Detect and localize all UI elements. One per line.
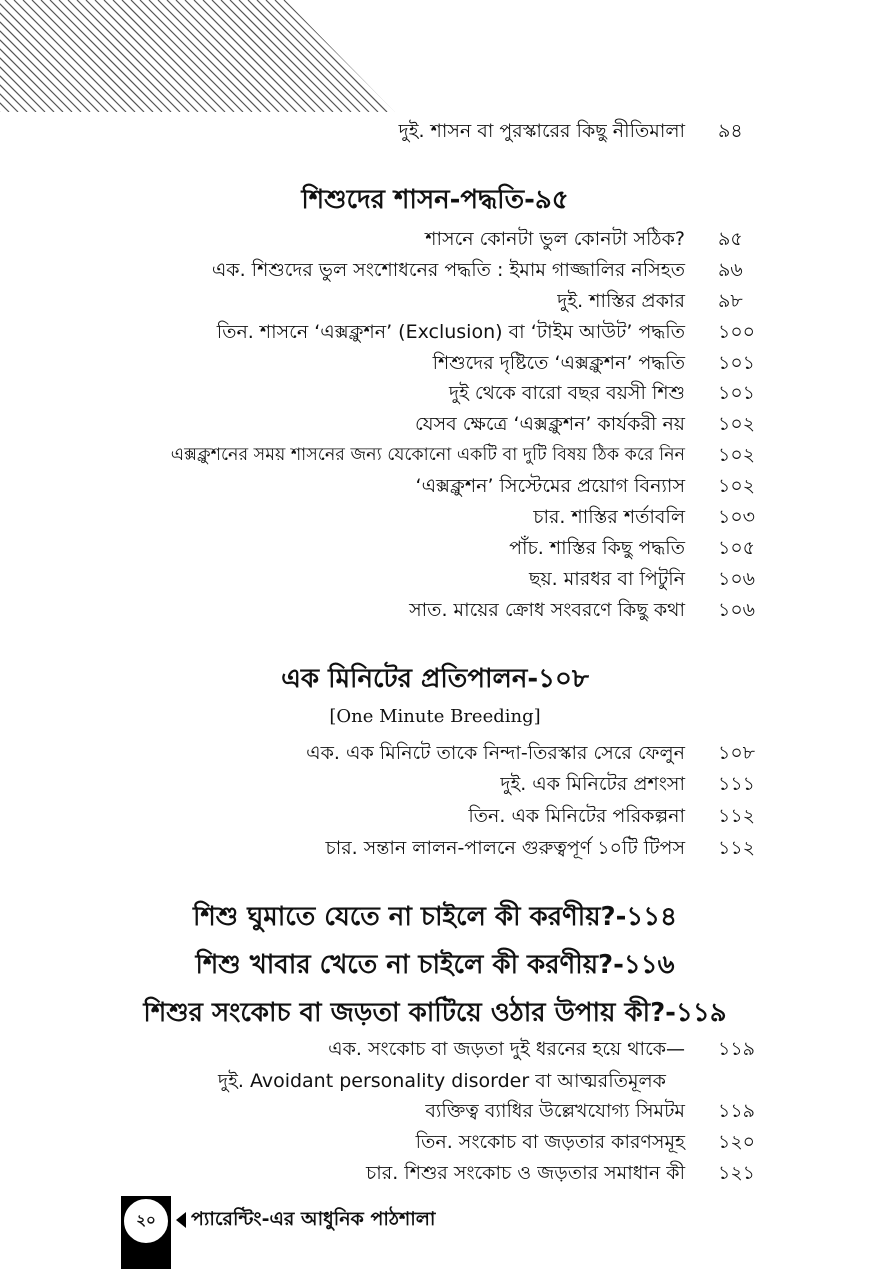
- entry-title: সাত. মায়ের ক্রোধ সংবরণে কিছু কথা: [409, 599, 685, 621]
- entry-title: যেসব ক্ষেত্রে ‘এক্সক্লুশন’ কার্যকরী নয়: [414, 413, 685, 435]
- page-number: ১০৩: [718, 506, 756, 528]
- page-number: ১১২: [718, 805, 756, 827]
- page-number: ১১৯: [718, 1038, 755, 1060]
- entry-title: শিশুদের দৃষ্টিতে ‘এক্সক্লুশন’ পদ্ধতি: [432, 352, 685, 374]
- page-number: ৯৪: [718, 120, 743, 142]
- page-number: ১০৮: [718, 742, 756, 764]
- entry-title: দুই থেকে বারো বছর বয়সী শিশু: [448, 382, 685, 404]
- entry-title: ছয়. মারধর বা পিটুনি: [528, 568, 685, 590]
- page-number: ১০২: [718, 444, 756, 466]
- entry-title: ব্যক্তিত্ব ব্যাধির উল্লেখযোগ্য সিমটম: [425, 1100, 685, 1122]
- section-heading: শিশুদের শাসন-পদ্ধতি-৯৫: [301, 185, 569, 215]
- entry-title: ‘এক্সক্লুশন’ সিস্টেমের প্রয়োগ বিন্যাস: [415, 475, 685, 497]
- entry-title: এক. শিশুদের ভুল সংশোধনের পদ্ধতি : ইমাম গাজ্জালির নসিহত: [211, 259, 685, 281]
- page-number: ১০১: [718, 352, 756, 374]
- entry-title: চার. সন্তান লালন-পালনে গুরুত্বপূর্ণ ১০টি টিপস: [325, 837, 685, 859]
- entry-title: চার. শিশুর সংকোচ ও জড়তার সমাধান কী: [366, 1162, 685, 1184]
- arrow-left-icon: [176, 1212, 186, 1228]
- page-number: ১১১: [718, 773, 755, 795]
- page-number: ১০১: [718, 382, 756, 404]
- section-subtitle: [One Minute Breeding]: [329, 706, 541, 727]
- entry-title: চার. শাস্তির শর্তাবলি: [533, 506, 685, 528]
- footer-page-number: ২০: [121, 1196, 171, 1246]
- page-number: ১১২: [718, 837, 756, 859]
- entry-title: তিন. শাসনে ‘এক্সক্লুশন’ (Exclusion) বা ‘টাইম আউট’ পদ্ধতি: [216, 321, 685, 343]
- page-number: ১১৯: [718, 1100, 755, 1122]
- page-number: ১২১: [718, 1162, 756, 1184]
- page-number: ১০৬: [718, 599, 756, 621]
- entry-title: শাসনে কোনটা ভুল কোনটা সঠিক?: [425, 228, 685, 250]
- entry-title: তিন. সংকোচ বা জড়তার কারণসমূহ: [415, 1131, 685, 1153]
- page-number: ১০৬: [718, 568, 756, 590]
- entry-title: দুই. এক মিনিটের প্রশংসা: [500, 773, 685, 795]
- entry-title: এক. সংকোচ বা জড়তা দুই ধরনের হয়ে থাকে—: [328, 1038, 685, 1060]
- entry-title: দুই. Avoidant personality disorder বা আত্মরতিমূলক: [218, 1070, 666, 1092]
- page-number: ৯৬: [718, 259, 743, 281]
- page-number: ৯৫: [718, 228, 743, 250]
- section-heading: শিশু খাবার খেতে না চাইলে কী করণীয়?-১১৬: [195, 950, 675, 980]
- footer-book-title: প্যারেন্টিং-এর আধুনিক পাঠশালা: [191, 1208, 436, 1230]
- entry-title: দুই. শাস্তির প্রকার: [557, 290, 685, 312]
- corner-hatch-decoration: [0, 0, 395, 112]
- section-heading: এক মিনিটের প্রতিপালন-১০৮: [281, 664, 589, 694]
- page-number: ১০৫: [718, 537, 756, 559]
- entry-title: পাঁচ. শাস্তির কিছু পদ্ধতি: [509, 537, 685, 559]
- page-number: ১০০: [718, 321, 756, 343]
- section-heading: শিশু ঘুমাতে যেতে না চাইলে কী করণীয়?-১১৪: [192, 902, 678, 932]
- page-number: ৯৮: [718, 290, 743, 312]
- page-number: ১০২: [718, 475, 756, 497]
- page-number: ১২০: [718, 1131, 756, 1153]
- entry-title: এক্সক্লুশনের সময় শাসনের জন্য যেকোনো একটি বা দুটি বিষয় ঠিক করে নিন: [170, 445, 685, 465]
- entry-title: এক. এক মিনিটে তাকে নিন্দা-তিরস্কার সেরে ফেলুন: [306, 742, 685, 764]
- section-heading: শিশুর সংকোচ বা জড়তা কাটিয়ে ওঠার উপায় কী?-১১৯: [143, 998, 727, 1028]
- entry-title: তিন. এক মিনিটের পরিকল্পনা: [468, 805, 685, 827]
- entry-title: দুই. শাসন বা পুরস্কারের কিছু নীতিমালা: [398, 120, 685, 142]
- page-number: ১০২: [718, 413, 756, 435]
